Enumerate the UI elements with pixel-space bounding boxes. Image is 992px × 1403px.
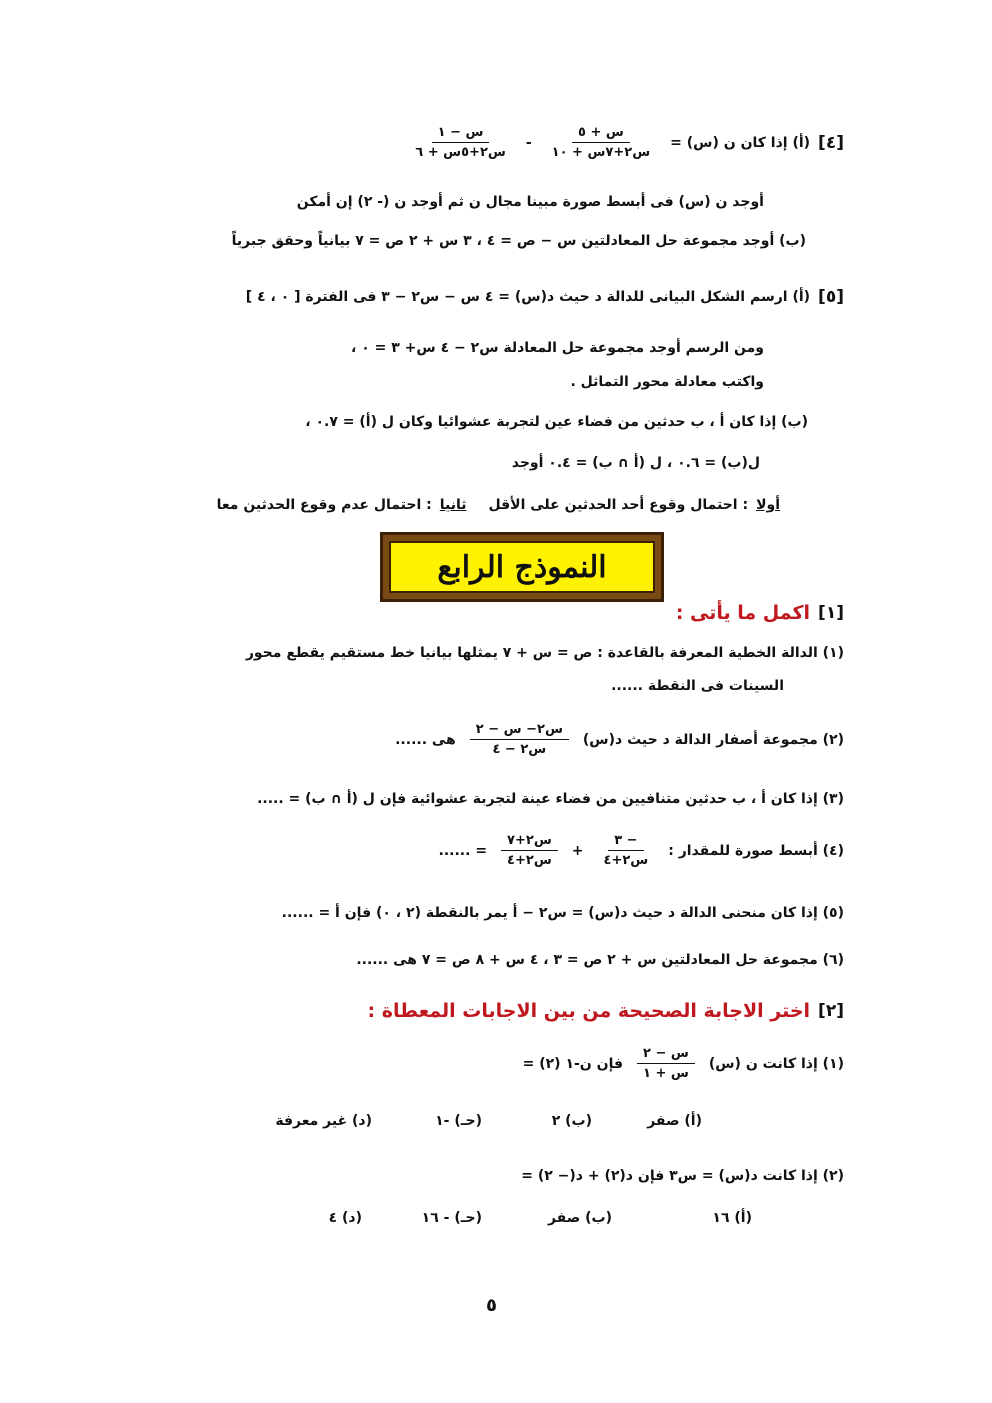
q4-part-a: (أ) إذا كان ن (س) = <box>670 134 811 151</box>
q5-line4: (ب) إذا كان أ ، ب حدثين من فضاء عين لتجربة عشوائيا وكان ل (أ) = ٠.٧ ، <box>305 414 808 430</box>
s2-item1-fraction: $\frac{\text{س − ٢}}{\text{س + ١}}$ <box>637 1046 695 1081</box>
s2-item2-option-c: (حـ) - ١٦ <box>421 1210 482 1226</box>
q5-line1 <box>246 287 844 307</box>
s2-header <box>368 1000 844 1022</box>
s2-item1-option-b: (ب) ٢ <box>551 1113 592 1129</box>
q4-minus: - <box>525 134 532 151</box>
s1-item2-fraction: $\frac{\text{س٢− س − ٢}}{\text{س٢ − ٤}}$ <box>470 722 569 757</box>
s1-item4: (٤) أبسط صورة للمقدار : $\frac{- ٣}{\text{س٢+٤}}$ + $\frac{\text{س٢+٧}}{\text{س٢+٤}}$ = ...... <box>438 833 844 868</box>
s1-item2: (٢) مجموعة أصفار الدالة د حيث د(س) $\frac{\text{س٢− س − ٢}}{\text{س٢ − ٤}}$ هى ...... <box>395 722 844 757</box>
s1-item4-fraction-2: $\frac{\text{س٢+٧}}{\text{س٢+٤}}$ <box>501 833 558 868</box>
s2-item2-option-d: (د) ٤ <box>328 1210 362 1226</box>
s1-item3: (٣) إذا كان أ ، ب حدثين متنافيين من فضاء عينة لتجربة عشوائية فإن ل (أ ∩ ب) = ..... <box>257 791 844 807</box>
s2-item2-option-a: (أ) ١٦ <box>712 1210 752 1226</box>
q5-second-text: : احتمال عدم وقوع الحدثين معا <box>216 497 432 513</box>
q5-second-label: ثانيا <box>439 497 467 513</box>
s2-item2-option-b: (ب) صفر <box>547 1210 612 1226</box>
q5-line3: واكتب معادلة محور التماثل . <box>570 374 764 390</box>
q5-line2: ومن الرسم أوجد مجموعة حل المعادلة س٢ − ٤ س+ ٣ = ٠ ، <box>351 340 764 356</box>
q5-number: [٥] <box>818 287 844 307</box>
s2-item1-option-a: (أ) صفر <box>647 1113 702 1129</box>
s1-header <box>676 602 844 624</box>
s1-item5: (٥) إذا كان منحنى الدالة د حيث د(س) = س٢ − أ يمر بالنقطة (٢ ، ٠) فإن أ = ...... <box>281 905 844 921</box>
s2-item1-option-c: (حـ) -١ <box>435 1113 482 1129</box>
s2-number: [٢] <box>818 1001 844 1021</box>
q4-number: [٤] <box>818 132 844 153</box>
q5-first-label: أولا <box>756 497 780 513</box>
model-banner-title: النموذج الرابع <box>389 541 655 593</box>
s1-title: اكمل ما يأتى : <box>675 602 811 624</box>
s1-item1a: (١) الدالة الخطية المعرفة بالقاعدة : ص = س + ٧ يمثلها بيانيا خط مستقيم يقطع محور <box>245 645 844 661</box>
s2-item1-option-d: (د) غير معرفة <box>275 1113 372 1129</box>
q4-line3: (ب) أوجد مجموعة حل المعادلتين س − ص = ٤ ، ٣ س + ٢ ص = ٧ بيانياً وحقق جبرياً <box>231 233 806 249</box>
s2-item2: (٢) إذا كانت د(س) = س٣ فإن د(٢) + د(− ٢) = <box>521 1168 844 1184</box>
s2-title: اختر الاجابة الصحيحة من بين الاجابات المعطاة : <box>367 1000 811 1022</box>
s1-number: [١] <box>818 603 844 623</box>
q4-line1 <box>403 125 844 160</box>
q5-first-text: : احتمال وقوع أحد الحدثين على الأقل <box>488 497 749 513</box>
s1-item1b: السينات فى النقطة ...... <box>611 678 784 694</box>
q5-part-a: (أ) ارسم الشكل البيانى للدالة د حيث د(س) = ٤ س − س٢ − ٣ فى الفترة [ ٠ ، ٤ ] <box>245 289 811 305</box>
q5-line6 <box>217 497 780 513</box>
s2-item2-options <box>329 1210 752 1226</box>
q5-line5: ل(ب) = ٠.٦ ، ل (أ ∩ ب) = ٠.٤ أوجد <box>511 455 760 471</box>
s1-item4-fraction-1: $\frac{- ٣}{\text{س٢+٤}}$ <box>603 833 649 868</box>
q4-fraction-1: $\frac{\text{س + ٥}}{\text{س٢+٧س + ١٠}}$ <box>551 125 651 160</box>
q4-line2: أوجد ن (س) فى أبسط صورة مبينا مجال ن ثم أوجد ن (- ٢) إن أمكن <box>296 194 764 210</box>
s2-item1-options <box>275 1113 702 1129</box>
model-banner <box>380 532 664 602</box>
q4-fraction-2: $\frac{\text{س − ١}}{\text{س٢+٥س + ٦}}$ <box>415 125 506 160</box>
s2-item1: (١) إذا كانت ن (س) $\frac{\text{س − ٢}}{\text{س + ١}}$ فإن ن-١ (٢) = <box>522 1046 844 1081</box>
s1-item6: (٦) مجموعة حل المعادلتين س + ٢ ص = ٣ ، ٤ س + ٨ ص = ٧ هى ...... <box>356 952 844 968</box>
page-number: ٥ <box>486 1295 497 1316</box>
